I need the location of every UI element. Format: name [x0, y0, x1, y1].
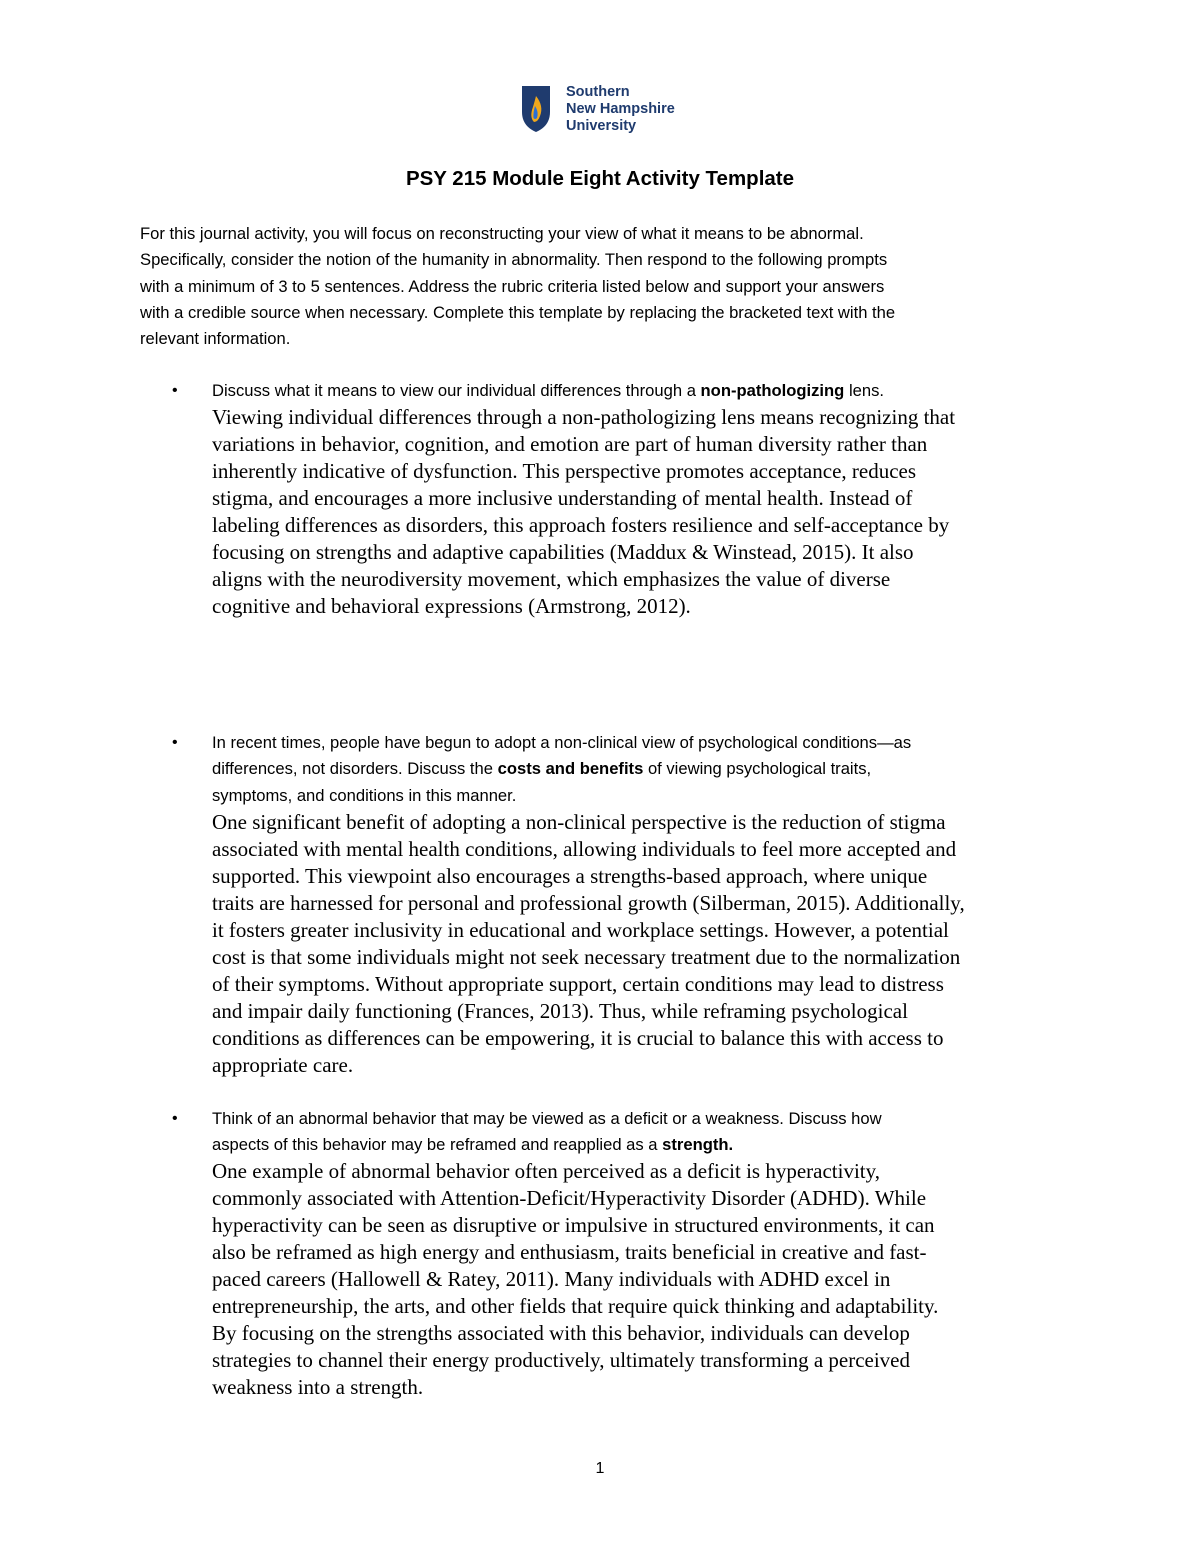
question-3-prompt — [212, 1106, 1072, 1159]
logo-line: New Hampshire — [566, 101, 675, 117]
answer-line: conditions as differences can be empowering, it is crucial to balance this with access to — [212, 1026, 944, 1050]
logo-line: University — [566, 118, 637, 134]
bullet-icon: • — [172, 734, 178, 751]
prompt-text: differences, not disorders. Discuss the — [212, 759, 498, 779]
question-1-prompt — [212, 378, 1072, 404]
answer-line: commonly associated with Attention-Deficit/Hyperactivity Disorder (ADHD). While — [212, 1186, 927, 1210]
prompt-emphasis: strength. — [662, 1135, 734, 1155]
prompt-line: Think of an abnormal behavior that may be viewed as a deficit or a weakness. Discuss how — [212, 1109, 882, 1128]
question-3-answer — [212, 1158, 1072, 1401]
document-title: PSY 215 Module Eight Activity Template — [405, 167, 795, 190]
shield-flame-icon — [520, 84, 560, 134]
prompt-line — [212, 756, 1072, 782]
answer-line: cost is that some individuals might not seek necessary treatment due to the normalization — [212, 945, 961, 969]
intro-line: Specifically, consider the notion of the humanity in abnormality. Then respond to the following prompts — [140, 250, 888, 270]
answer-line: and impair daily functioning (Frances, 2013). Thus, while reframing psychological — [212, 999, 908, 1023]
intro-paragraph — [140, 221, 1060, 352]
prompt-text: aspects of this behavior may be reframed and reapplied as a — [212, 1135, 663, 1155]
answer-line: supported. This viewpoint also encourages a strengths-based approach, where unique — [212, 864, 928, 888]
answer-line: variations in behavior, cognition, and emotion are part of human diversity rather than — [212, 432, 928, 456]
intro-line: relevant information. — [140, 329, 291, 349]
prompt-text: lens. — [844, 381, 884, 400]
intro-line: with a minimum of 3 to 5 sentences. Address the rubric criteria listed below and support your answers — [140, 276, 885, 296]
page-number: 1 — [595, 1460, 605, 1477]
prompt-line: In recent times, people have begun to adopt a non-clinical view of psychological conditions—as — [212, 733, 912, 752]
question-2-prompt — [212, 730, 1072, 809]
answer-line: focusing on strengths and adaptive capabilities (Maddux & Winstead, 2015). It also — [212, 540, 914, 564]
answer-line: weakness into a strength. — [212, 1375, 424, 1399]
prompt-line: symptoms, and conditions in this manner. — [212, 785, 517, 805]
answer-line: By focusing on the strengths associated with this behavior, individuals can develop — [212, 1321, 910, 1345]
answer-line: labeling differences as disorders, this approach fosters resilience and self-acceptance by — [212, 513, 950, 537]
answer-line: it fosters greater inclusivity in educational and workplace settings. However, a potential — [212, 918, 949, 942]
answer-line: traits are harnessed for personal and professional growth (Silberman, 2015). Additionally, — [212, 891, 965, 915]
answer-line: aligns with the neurodiversity movement, which emphasizes the value of diverse — [212, 567, 891, 591]
answer-line: also be reframed as high energy and enthusiasm, traits beneficial in creative and fast- — [212, 1240, 927, 1264]
answer-line: strategies to channel their energy productively, ultimately transforming a perceived — [212, 1348, 911, 1372]
prompt-text: of viewing psychological traits, — [643, 759, 872, 779]
prompt-text: Discuss what it means to view our individual differences through a — [212, 381, 701, 400]
intro-line: For this journal activity, you will focus on reconstructing your view of what it means to be abnormal. — [140, 224, 864, 243]
answer-line: Viewing individual differences through a non-pathologizing lens means recognizing that — [212, 405, 956, 429]
answer-line: associated with mental health conditions, allowing individuals to feel more accepted and — [212, 837, 957, 861]
question-1-answer — [212, 404, 1072, 620]
question-2-answer — [212, 809, 1072, 1079]
answer-line: cognitive and behavioral expressions (Armstrong, 2012). — [212, 594, 691, 618]
answer-line: appropriate care. — [212, 1053, 354, 1077]
bullet-icon: • — [172, 382, 178, 399]
intro-line: with a credible source when necessary. Complete this template by replacing the bracketed text with the — [140, 302, 896, 322]
answer-line: hyperactivity can be seen as disruptive or impulsive in structured environments, it can — [212, 1213, 935, 1237]
prompt-emphasis: non-pathologizing — [700, 381, 845, 400]
bullet-icon: • — [172, 1110, 178, 1127]
logo-wordmark — [566, 84, 675, 135]
answer-line: stigma, and encourages a more inclusive understanding of mental health. Instead of — [212, 486, 913, 510]
prompt-line — [212, 1132, 1072, 1158]
answer-line: inherently indicative of dysfunction. This perspective promotes acceptance, reduces — [212, 459, 917, 483]
answer-line: entrepreneurship, the arts, and other fields that require quick thinking and adaptability. — [212, 1294, 939, 1318]
logo-line: Southern — [566, 84, 630, 100]
prompt-emphasis: costs and benefits — [497, 759, 644, 779]
answer-line: paced careers (Hallowell & Ratey, 2011). Many individuals with ADHD excel in — [212, 1267, 891, 1291]
answer-line: One example of abnormal behavior often perceived as a deficit is hyperactivity, — [212, 1159, 881, 1183]
answer-line: of their symptoms. Without appropriate support, certain conditions may lead to distress — [212, 972, 944, 996]
answer-line: One significant benefit of adopting a non-clinical perspective is the reduction of stigma — [212, 810, 946, 834]
